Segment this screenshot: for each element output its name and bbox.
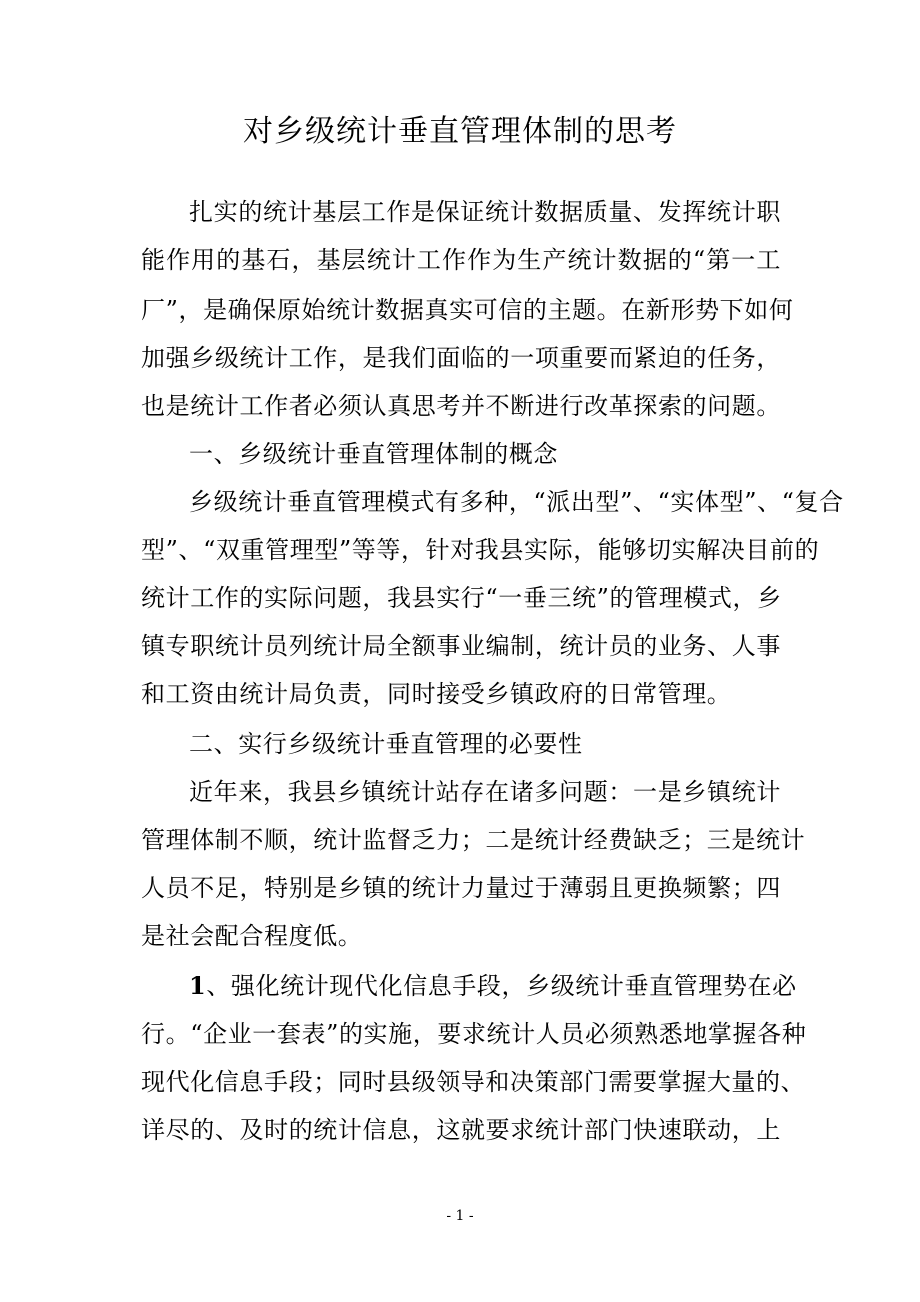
point-1-line-3: 现代化信息手段；同时县级领导和决策部门需要掌握大量的、 bbox=[141, 1068, 806, 1096]
intro-line-3: 厂”，是确保原始统计数据真实可信的主题。在新形势下如何 bbox=[141, 296, 794, 324]
intro-line-2: 能作用的基石，基层统计工作作为生产统计数据的“第一工 bbox=[141, 246, 781, 274]
point-1-line-1 bbox=[189, 966, 797, 1006]
point-1-line-2: 行。“企业一套表”的实施，要求统计人员必须熟悉地掌握各种 bbox=[141, 1020, 807, 1048]
page-title: 对乡级统计垂直管理体制的思考 bbox=[243, 114, 677, 149]
intro-line-1: 扎实的统计基层工作是保证统计数据质量、发挥统计职 bbox=[189, 198, 781, 226]
point-1-line-1-text: 、强化统计现代化信息手段，乡级统计垂直管理势在必 bbox=[206, 972, 797, 1000]
section-1-line-5: 和工资由统计局负责，同时接受乡镇政府的日常管理。 bbox=[141, 680, 732, 708]
section-2-heading: 二、实行乡级统计垂直管理的必要性 bbox=[189, 730, 583, 758]
section-2-line-4: 是社会配合程度低。 bbox=[141, 922, 363, 950]
point-1-line-4: 详尽的、及时的统计信息，这就要求统计部门快速联动，上 bbox=[141, 1116, 781, 1144]
section-1-line-4: 镇专职统计员列统计局全额事业编制，统计员的业务、人事 bbox=[141, 632, 781, 660]
page-number: - 1 - bbox=[446, 1208, 474, 1224]
intro-line-4: 加强乡级统计工作，是我们面临的一项重要而紧迫的任务， bbox=[141, 344, 781, 372]
section-1-line-2: 型”、“双重管理型”等等，针对我县实际，能够切实解决目前的 bbox=[141, 536, 820, 564]
section-2-line-2: 管理体制不顺，统计监督乏力；二是统计经费缺乏；三是统计 bbox=[141, 826, 806, 854]
section-1-heading: 一、乡级统计垂直管理体制的概念 bbox=[189, 440, 558, 468]
point-1-number: 1 bbox=[189, 971, 207, 1000]
section-2-line-3: 人员不足，特别是乡镇的统计力量过于薄弱且更换频繁；四 bbox=[141, 874, 781, 902]
section-1-line-1: 乡级统计垂直管理模式有多种，“派出型”、“实体型”、“复合 bbox=[189, 488, 844, 516]
section-2-line-1: 近年来，我县乡镇统计站存在诸多问题：一是乡镇统计 bbox=[189, 778, 781, 806]
intro-line-5: 也是统计工作者必须认真思考并不断进行改革探索的问题。 bbox=[141, 392, 781, 420]
section-1-line-3: 统计工作的实际问题，我县实行“一垂三统”的管理模式，乡 bbox=[141, 584, 782, 612]
